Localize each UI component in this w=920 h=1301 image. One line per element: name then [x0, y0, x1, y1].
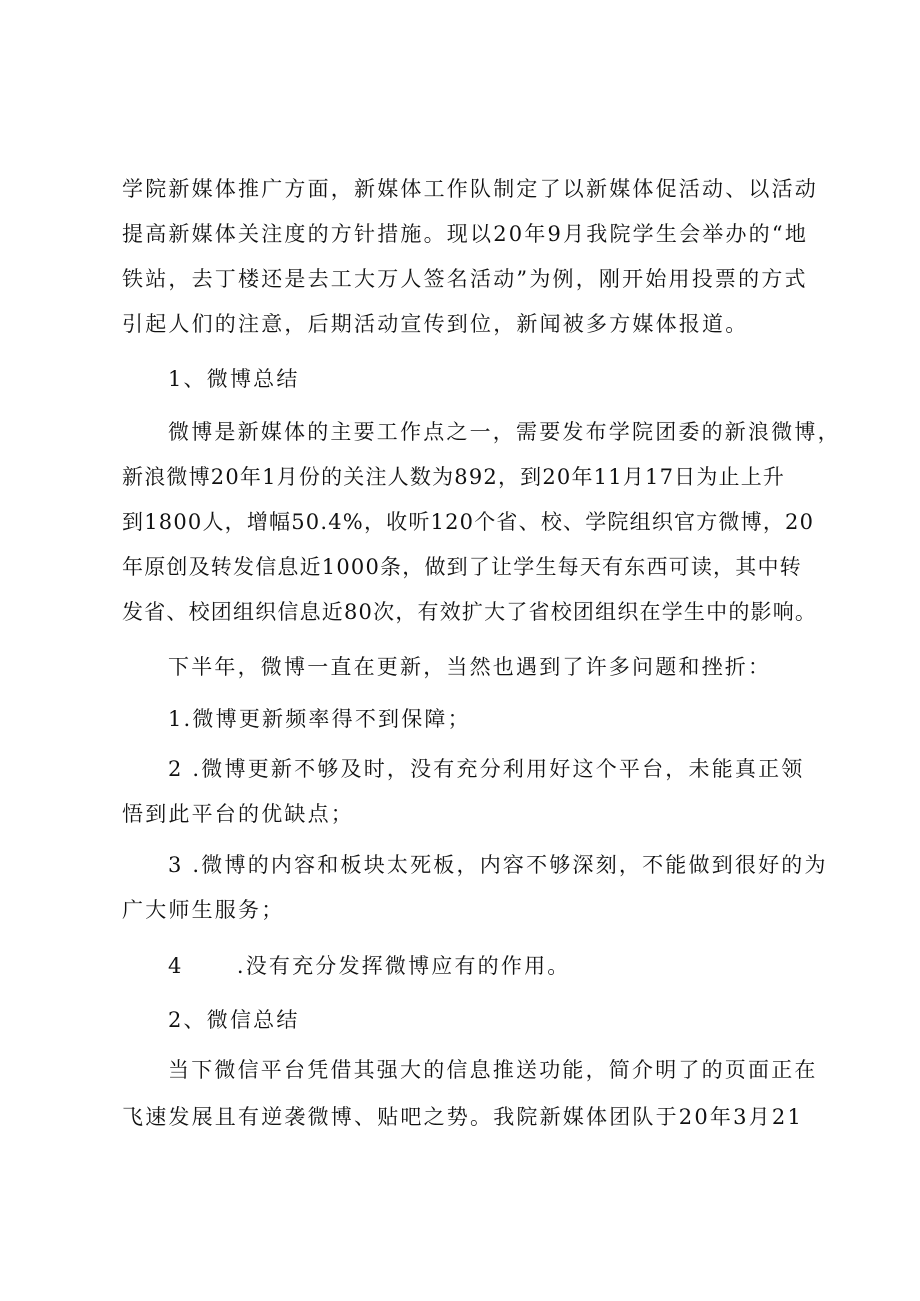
section-heading-wechat: 2、微信总结 — [168, 1008, 300, 1032]
paragraph-line: 学院新媒体推广方面，新媒体工作队制定了以新媒体促活动、以活动 — [122, 177, 818, 201]
paragraph-line: 发省、校团组织信息近80次，有效扩大了省校团组织在学生中的影响。 — [122, 600, 818, 624]
paragraph-line: 引起人们的注意，后期活动宣传到位，新闻被多方媒体报道。 — [122, 312, 749, 336]
list-item-4: 4 .没有充分发挥微博应有的作用。 — [168, 954, 571, 978]
paragraph-line: 当下微信平台凭借其强大的信息推送功能，简介明了的页面正在 — [168, 1058, 818, 1082]
list-item-3-continued: 广大师生服务； — [122, 898, 285, 922]
paragraph-line: 下半年，微博一直在更新，当然也遇到了许多问题和挫折： — [168, 655, 772, 679]
paragraph-line: 年原创及转发信息近1000条，做到了让学生每天有东西可读，其中转 — [122, 555, 802, 579]
paragraph-line: 铁站，去丁楼还是去工大万人签名活动”为例，刚开始用投票的方式 — [122, 267, 808, 291]
list-item-3: 3 .微博的内容和板块太死板，内容不够深刻，不能做到很好的为 — [168, 853, 828, 877]
list-item-2-continued: 悟到此平台的优缺点； — [122, 802, 354, 826]
paragraph-line: 到1800人，增幅50.4%，收听120个省、校、学院组织官方微博，20 — [122, 510, 815, 534]
paragraph-line: 飞速发展且有逆袭微博、贴吧之势。我院新媒体团队于20年3月21 — [122, 1105, 804, 1129]
list-item-1: 1.微博更新频率得不到保障； — [168, 707, 471, 731]
list-item-2: 2 .微博更新不够及时，没有充分利用好这个平台，未能真正领 — [168, 757, 805, 781]
paragraph-line: 微博是新媒体的主要工作点之一，需要发布学院团委的新浪微博， — [168, 420, 841, 444]
section-heading-weibo: 1、微博总结 — [168, 367, 300, 391]
paragraph-line: 新浪微博20年1月份的关注人数为892，到20年11月17日为止上升 — [122, 465, 786, 489]
paragraph-line: 提高新媒体关注度的方针措施。现以20年9月我院学生会举办的“地 — [122, 222, 809, 246]
